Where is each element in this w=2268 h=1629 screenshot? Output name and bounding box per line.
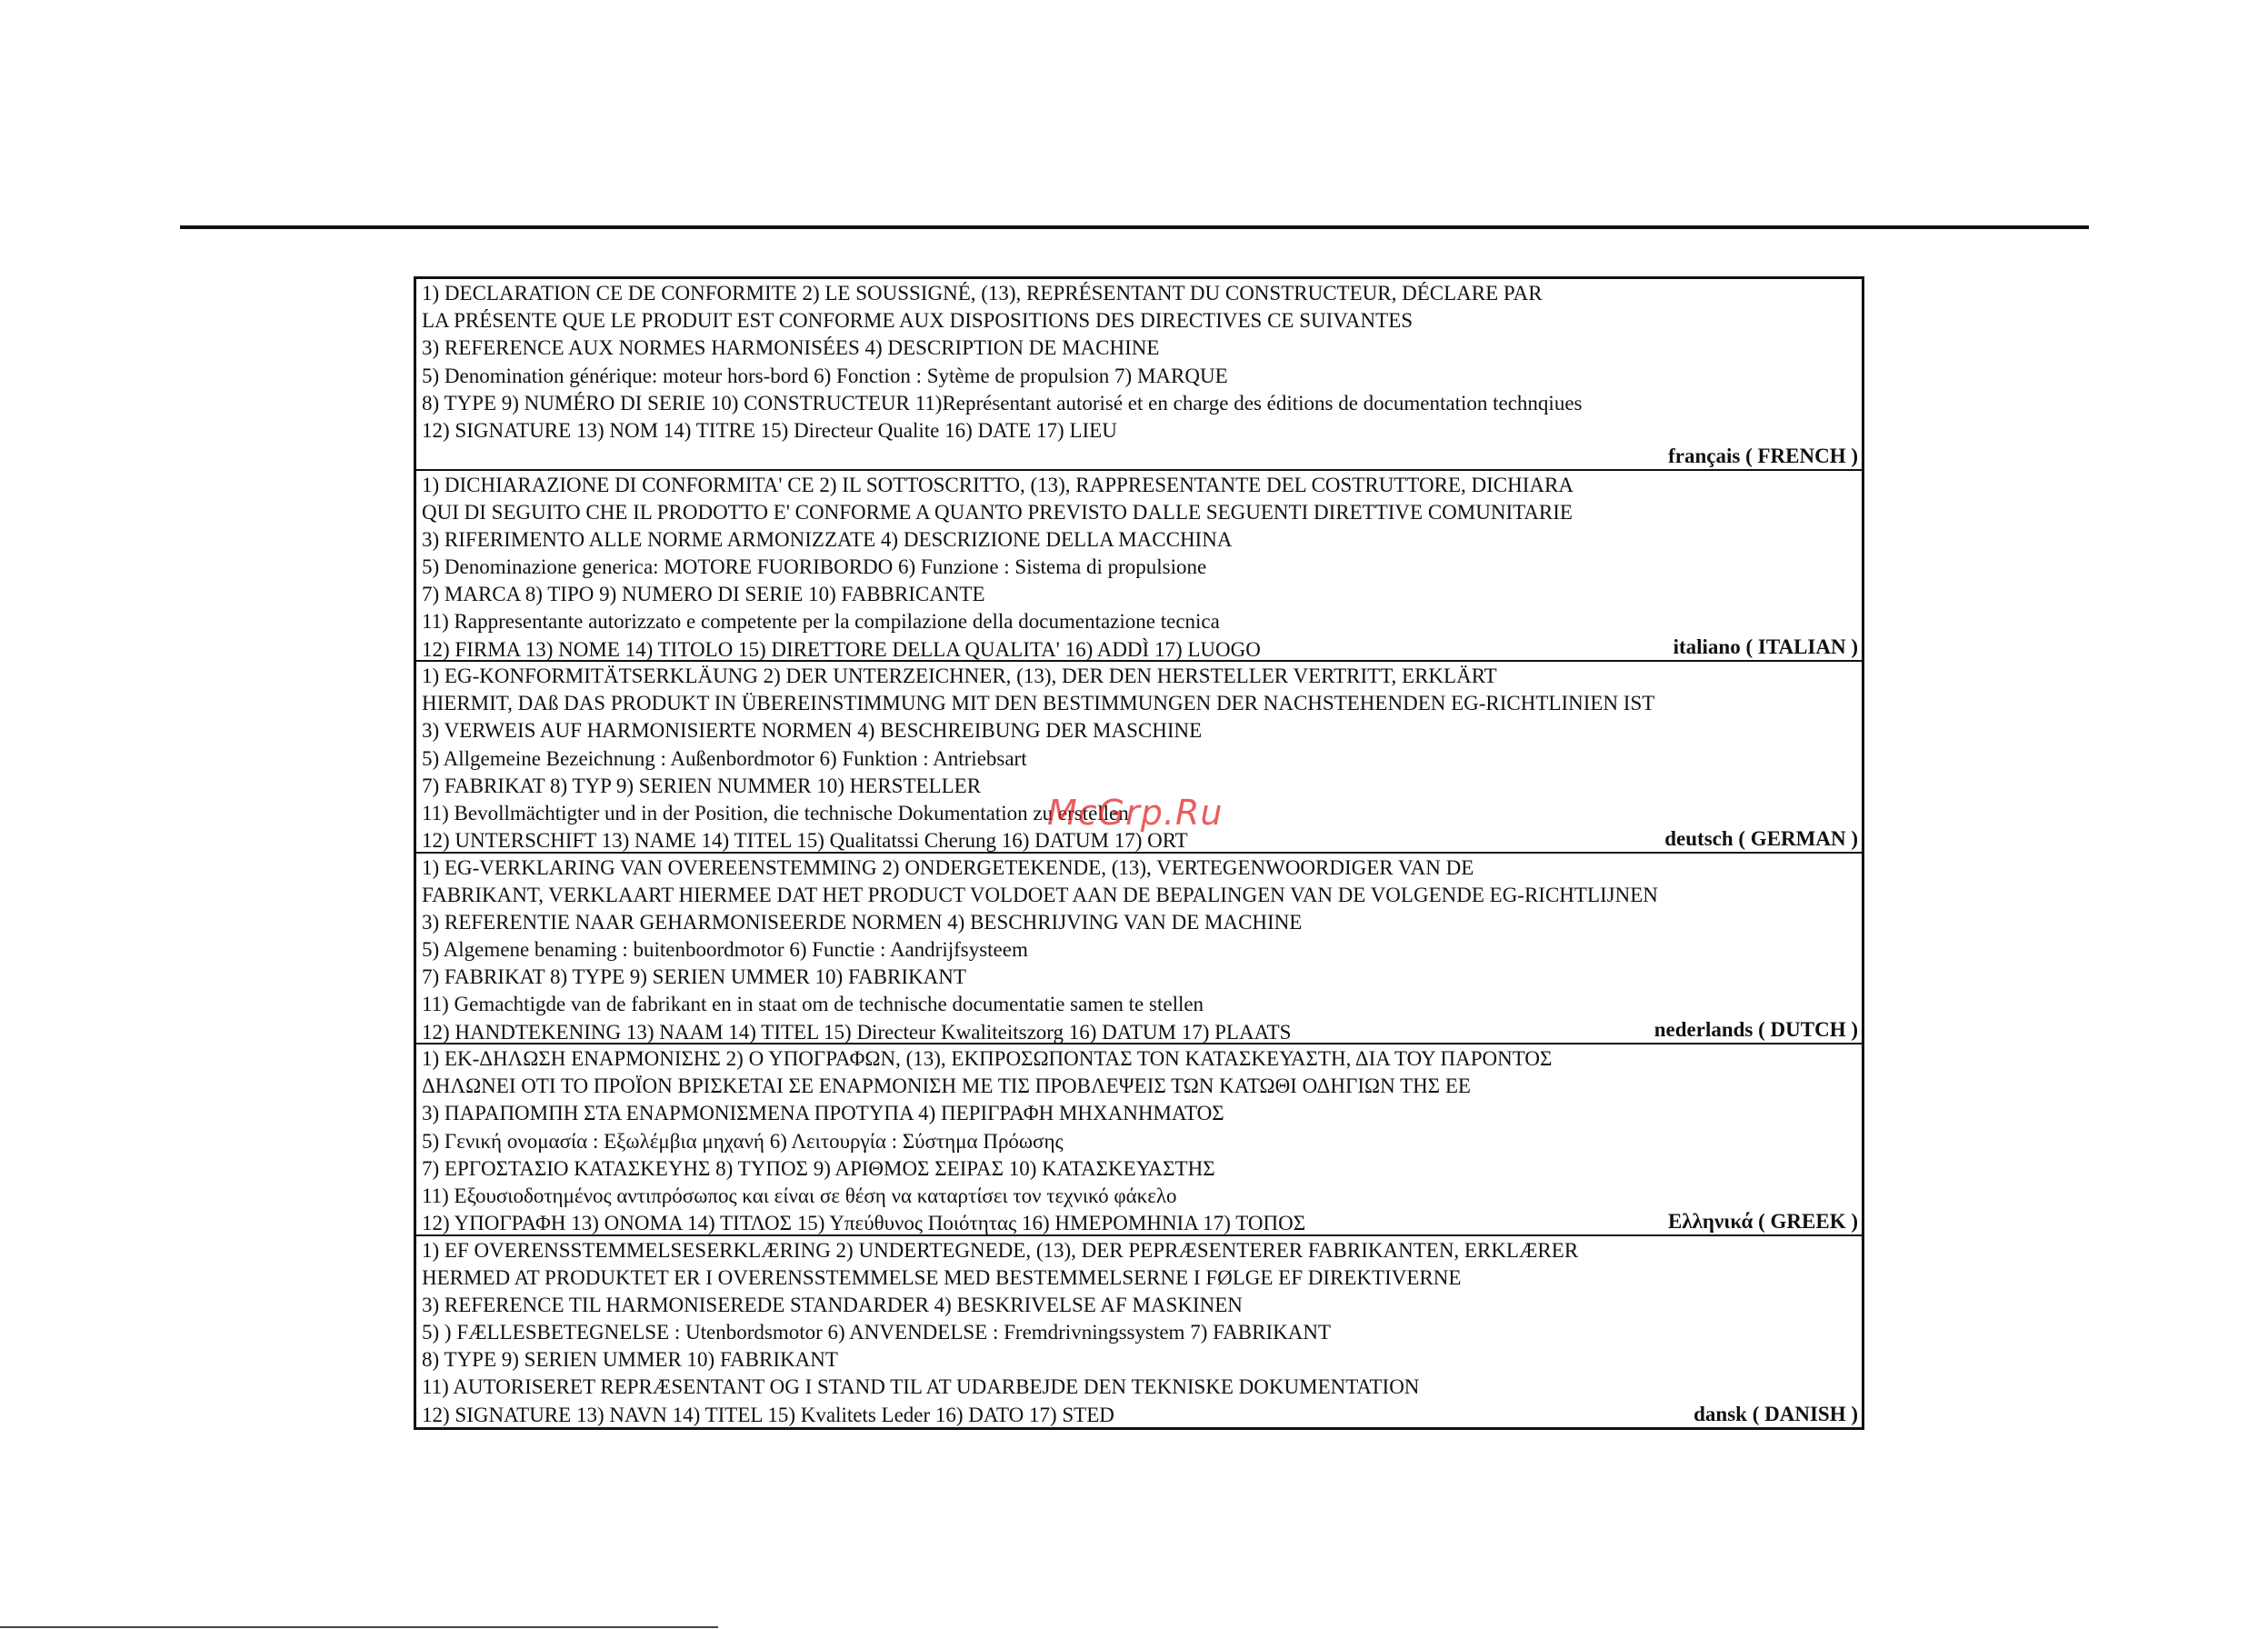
block-line: 1) DECLARATION CE DE CONFORMITE 2) LE SOUSSIGNÉ, (13), REPRÉSENTANT DU CONSTRUCTEUR, DÉCLARE PAR (422, 282, 1543, 305)
block-line: 11) Gemachtigde van de fabrikant en in staat om de technische documentatie samen te stellen (422, 993, 1204, 1016)
block-line: HERMED AT PRODUKTET ER I OVERENSSTEMMELSE MED BESTEMMELSERNE I FØLGE EF DIREKTIVERNE (422, 1265, 1462, 1289)
block-greek (416, 1044, 1862, 1236)
block-line: 1) EG-VERKLARING VAN OVEREENSTEMMING 2) ONDERGETEKENDE, (13), VERTEGENWOORDIGER VAN DE (422, 855, 1474, 879)
block-line: 1) ΕΚ-ΔΗΛΩΣΗ ΕΝΑΡΜΟΝΙΣΗΣ 2) Ο ΥΠΟΓΡΑΦΩΝ, (13), ΕΚΠΡΟΣΩΠΟΝΤΑΣ ΤΟΝ ΚΑΤΑΣΚΕΥΑΣΤΗ, ΔΙΑ ΤΟΥ ΠΑΡΟΝΤΟΣ (422, 1047, 1553, 1070)
block-line: 3) REFERENCE TIL HARMONISEREDE STANDARDER 4) BESKRIVELSE AF MASKINEN (422, 1293, 1243, 1316)
block-line: 12) HANDTEKENING 13) NAAM 14) TITEL 15) Directeur Kwaliteitszorg 16) DATUM 17) PLAATS (422, 1020, 1292, 1044)
block-line: 3) REFERENCE AUX NORMES HARMONISÉES 4) DESCRIPTION DE MACHINE (422, 336, 1160, 360)
block-line: 5) Algemene benaming : buitenboordmotor 6) Functie : Aandrijfsysteem (422, 938, 1028, 962)
block-line: 1) EF OVERENSSTEMMELSESERKLÆRING 2) UNDERTEGNEDE, (13), DER PEPRÆSENTERER FABRIKANTEN, ERKLÆRER (422, 1238, 1579, 1262)
block-line: 11) Bevollmächtigter und in der Position, die technische Dokumentation zu erstellen (422, 801, 1129, 824)
block-line: 12) FIRMA 13) NOME 14) TITOLO 15) DIRETTORE DELLA QUALITA' 16) ADDÌ 17) LUOGO (422, 637, 1261, 661)
declaration-table (414, 276, 1864, 1430)
watermark: McGrp.Ru (1047, 793, 1224, 833)
block-line: 3) REFERENTIE NAAR GEHARMONISEERDE NORMEN 4) BESCHRIJVING VAN DE MACHINE (422, 910, 1303, 934)
block-italian (416, 471, 1862, 663)
block-line: 5) Allgemeine Bezeichnung : Außenbordmotor 6) Funktion : Antriebsart (422, 746, 1027, 770)
block-danish (416, 1236, 1862, 1428)
block-line: 8) TYPE 9) SERIEN UMMER 10) FABRIKANT (422, 1348, 838, 1372)
block-line: 8) TYPE 9) NUMÉRO DI SERIE 10) CONSTRUCTEUR 11)Représentant autorisé et en charge des éditions de documentation technqiues (422, 391, 1583, 415)
top-horizontal-rule (180, 225, 2089, 229)
block-line: 5) ) FÆLLESBETEGNELSE : Utenbordsmotor 6) ANVENDELSE : Fremdrivningssystem 7) FABRIKANT (422, 1321, 1332, 1344)
block-line: 7) ΕΡΓΟΣΤΑΣΙΟ ΚΑΤΑΣΚΕΥΗΣ 8) ΤΥΠΟΣ 9) ΑΡΙΘΜΟΣ ΣΕΙΡΑΣ 10) ΚΑΤΑΣΚΕΥΑΣΤΗΣ (422, 1156, 1215, 1180)
block-line: 3) ΠΑΡΑΠΟΜΠΗ ΣΤΑ ΕΝΑΡΜΟΝΙΣΜΕΝΑ ΠΡΟΤΥΠΑ 4) ΠΕΡΙΓΡΑΦΗ ΜΗΧΑΝΗΜΑΤΟΣ (422, 1102, 1224, 1125)
language-label-danish: dansk ( DANISH ) (1694, 1403, 1858, 1425)
block-line: 7) FABRIKAT 8) TYPE 9) SERIEN UMMER 10) FABRIKANT (422, 965, 966, 989)
language-label-italian: italiano ( ITALIAN ) (1673, 635, 1858, 658)
block-line: 12) UNTERSCHIFT 13) NAME 14) TITEL 15) Qualitatssi Cherung 16) DATUM 17) ORT (422, 829, 1188, 853)
block-dutch (416, 854, 1862, 1045)
block-line: 1) DICHIARAZIONE DI CONFORMITA' CE 2) IL SOTTOSCRITTO, (13), RAPPRESENTANTE DEL COSTRUTTORE, DICHIARA (422, 473, 1574, 496)
block-line: QUI DI SEGUITO CHE IL PRODOTTO E' CONFORME A QUANTO PREVISTO DALLE SEGUENTI DIRETTIVE COMUNITARIE (422, 500, 1573, 524)
block-line: ΔΗΛΩΝΕΙ ΟΤΙ ΤΟ ΠΡΟΪΟΝ ΒΡΙΣΚΕΤΑΙ ΣΕ ΕΝΑΡΜΟΝΙΣΗ ΜΕ ΤΙΣ ΠΡΟΒΛΕΨΕΙΣ ΤΩΝ ΚΑΤΩΘΙ ΟΔΗΓΙΩΝ ΤΗΣ ΕΕ (422, 1074, 1471, 1098)
block-line: 12) SIGNATURE 13) NAVN 14) TITEL 15) Kvalitets Leder 16) DATO 17) STED (422, 1403, 1114, 1426)
block-line: 1) EG-KONFORMITÄTSERKLÄUNG 2) DER UNTERZEICHNER, (13), DER DEN HERSTELLER VERTRITT, ERKLÄRT (422, 665, 1497, 687)
block-line: LA PRÉSENTE QUE LE PRODUIT EST CONFORME AUX DISPOSITIONS DES DIRECTIVES CE SUIVANTES (422, 309, 1414, 333)
block-line: 5) Γενική ονομασία : Εξωλέμβια μηχανή 6) Λειτουργία : Σύστημα Πρόωσης (422, 1129, 1064, 1153)
block-line: HIERMIT, DAß DAS PRODUKT IN ÜBEREINSTIMMUNG MIT DEN BESTIMMUNGEN DER NACHSTEHENDEN EG-RICHTLINIEN IST (422, 692, 1655, 715)
block-line: 7) FABRIKAT 8) TYP 9) SERIEN NUMMER 10) HERSTELLER (422, 774, 982, 797)
block-line: 3) VERWEIS AUF HARMONISIERTE NORMEN 4) BESCHREIBUNG DER MASCHINE (422, 719, 1203, 743)
block-line: 5) Denominazione generica: MOTORE FUORIBORDO 6) Funzione : Sistema di propulsione (422, 555, 1207, 579)
block-line (422, 445, 1856, 472)
block-line: 5) Denomination générique: moteur hors-bord 6) Fonction : Sytème de propulsion 7) MARQUE (422, 364, 1228, 387)
language-label-german: deutsch ( GERMAN ) (1664, 826, 1858, 850)
block-line: 12) ΥΠΟΓΡΑΦΗ 13) ΟΝΟΜΑ 14) ΤΙΤΛΟΣ 15) Υπεύθυνος Ποιότητας 16) ΗΜΕΡΟΜΗΝΙΑ 17) ΤΟΠΟΣ (422, 1212, 1306, 1235)
block-line: 12) SIGNATURE 13) NOM 14) TITRE 15) Directeur Qualite 16) DATE 17) LIEU (422, 418, 1117, 442)
block-line: 11) AUTORISERET REPRÆSENTANT OG I STAND TIL AT UDARBEJDE DEN TEKNISKE DOKUMENTATION (422, 1375, 1420, 1399)
block-line: 7) MARCA 8) TIPO 9) NUMERO DI SERIE 10) FABBRICANTE (422, 583, 985, 606)
block-french (416, 279, 1862, 471)
block-line: FABRIKANT, VERKLAART HIERMEE DAT HET PRODUCT VOLDOET AAN DE BEPALINGEN VAN DE VOLGENDE EG-RICHTLIJNEN (422, 883, 1658, 906)
language-label-french: français ( FRENCH ) (1668, 444, 1858, 467)
language-label-greek: Ελληνικά ( GREEK ) (1668, 1209, 1858, 1233)
block-line: 11) Rappresentante autorizzato e competente per la compilazione della documentazione tecnica (422, 610, 1220, 634)
bottom-edge-rule (0, 1626, 718, 1628)
block-line: 3) RIFERIMENTO ALLE NORME ARMONIZZATE 4) DESCRIZIONE DELLA MACCHINA (422, 527, 1233, 551)
language-label-dutch: nederlands ( DUTCH ) (1654, 1018, 1858, 1041)
block-line: 11) Εξουσιοδοτημένος αντιπρόσωπος και είναι σε θέση να καταρτίσει τον τεχνικό φάκελο (422, 1184, 1177, 1207)
